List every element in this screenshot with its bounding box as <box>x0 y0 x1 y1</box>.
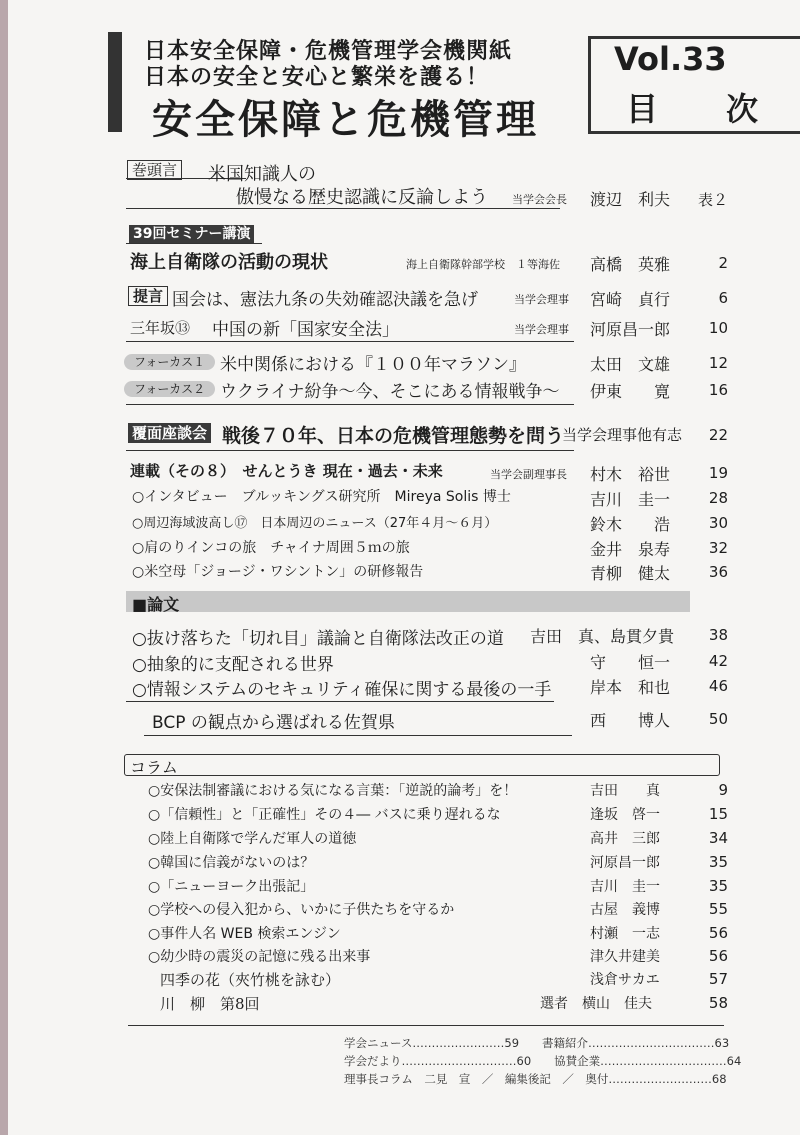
tag-focus1: フォーカス１ <box>124 354 215 370</box>
volume-number: Vol.33 <box>614 40 727 78</box>
ronbun-header-bar <box>126 591 690 612</box>
rensai-4-page: 36 <box>708 563 728 581</box>
ronbun-3-page: 50 <box>708 710 728 728</box>
journal-subtitle: 日本安全保障・危機管理学会機関紙 <box>144 39 513 64</box>
tag-focus2: フォーカス２ <box>124 381 215 397</box>
teigen-title[interactable]: 国会は、憲法九条の失効確認決議を急げ <box>172 290 478 310</box>
divider <box>144 735 572 736</box>
column-6-title[interactable]: ○事件人名 WEB 検索エンジン <box>148 926 341 942</box>
focus2-title[interactable]: ウクライナ紛争〜今、そこにある情報戦争〜 <box>220 382 560 402</box>
column-2-author: 高井 三郎 <box>590 831 660 847</box>
ronbun-0-title[interactable]: ○抜け落ちた「切れ目」議論と自衛隊法改正の道 <box>132 629 504 649</box>
ronbun-0-author: 吉田 真、島貫夕貴 <box>530 627 675 646</box>
toc-heading: 目 次 <box>626 90 777 128</box>
focus2-author: 伊東 寛 <box>590 382 671 401</box>
footer-line-3: 理事長コラム 二見 宣 ／ 編集後記 ／ 奥付………………………68 <box>344 1072 727 1086</box>
column-heading: コラム <box>130 758 178 777</box>
seminar-page: 2 <box>718 254 728 272</box>
journal-slogan: 日本の安全と安心と繁栄を護る！ <box>144 65 490 90</box>
column-9-page: 58 <box>708 994 728 1012</box>
column-0-page: 9 <box>718 781 728 799</box>
focus1-author: 太田 文雄 <box>590 355 671 374</box>
column-3-author: 河原昌一郎 <box>590 855 660 871</box>
column-9-author: 選者 横山 佳夫 <box>540 996 652 1012</box>
rensai-1-page: 28 <box>708 489 728 507</box>
rensai-3-author: 金井 泉寿 <box>590 540 671 559</box>
column-9-title[interactable]: 川 柳 第8回 <box>160 995 260 1013</box>
seminar-affil: 海上自衛隊幹部学校 １等海佐 <box>406 258 560 271</box>
ronbun-2-page: 46 <box>708 677 728 695</box>
seminar-author: 高橋 英雅 <box>590 255 671 274</box>
column-5-title[interactable]: ○学校への侵入犯から、いかに子供たちを守るか <box>148 902 455 918</box>
rensai-1-author: 吉川 圭一 <box>590 490 671 509</box>
focus2-page: 16 <box>708 381 728 399</box>
ronbun-1-page: 42 <box>708 652 728 670</box>
teigen-page: 6 <box>718 289 728 307</box>
column-2-page: 34 <box>708 829 728 847</box>
zadankai-title[interactable]: 戦後７０年、日本の危機管理態勢を問う <box>222 425 565 447</box>
zadankai-author: 当学会理事他有志 <box>562 426 683 444</box>
column-5-author: 古屋 義博 <box>590 902 660 918</box>
column-7-page: 56 <box>708 947 728 965</box>
divider <box>126 404 574 405</box>
teigen-author: 宮崎 貞行 <box>590 290 671 309</box>
column-4-author: 吉川 圭一 <box>590 879 660 895</box>
ronbun-1-author: 守 恒一 <box>590 653 671 672</box>
tag-seminar: 39回セミナー講演 <box>129 225 254 243</box>
column-5-page: 55 <box>708 900 728 918</box>
column-header-box <box>124 754 720 776</box>
kantougen-title-1[interactable]: 米国知識人の <box>208 164 316 185</box>
kantougen-author: 渡辺 利夫 <box>590 190 671 209</box>
column-8-title[interactable]: 四季の花（夾竹桃を詠む） <box>160 971 341 989</box>
footer-line-2: 学会だより…………………………60 協賛企業……………………………64 <box>344 1054 742 1068</box>
column-0-title[interactable]: ○安保法制審議における気になる言葉：「逆説的論考」を！ <box>148 783 518 799</box>
footer-divider <box>128 1025 724 1026</box>
rensai-4-author: 青柳 健太 <box>590 564 671 583</box>
rensai-2-author: 鈴木 浩 <box>590 515 671 534</box>
ronbun-heading: ■論文 <box>132 595 180 614</box>
column-8-page: 57 <box>708 970 728 988</box>
divider <box>126 243 262 244</box>
column-1-title[interactable]: ○「信頼性」と「正確性」その４― バスに乗り遅れるな <box>148 807 501 823</box>
rensai-3-title[interactable]: ○肩のりインコの旅 チャイナ周囲５ｍの旅 <box>132 540 410 556</box>
sannenzaka-affil: 当学会理事 <box>514 323 569 336</box>
divider <box>126 208 560 209</box>
tag-zadankai: 覆面座談会 <box>128 423 211 443</box>
focus1-page: 12 <box>708 354 728 372</box>
sannenzaka-author: 河原昌一郎 <box>590 320 671 339</box>
column-4-page: 35 <box>708 877 728 895</box>
teigen-affil: 当学会理事 <box>514 293 569 306</box>
rensai-4-title[interactable]: ○米空母「ジョージ・ワシントン」の研修報告 <box>132 564 424 580</box>
kantougen-page: 表２ <box>697 191 728 209</box>
ronbun-3-title[interactable]: BCP の観点から選ばれる佐賀県 <box>152 713 395 733</box>
column-1-author: 逢坂 啓一 <box>590 807 660 823</box>
kantougen-title-2[interactable]: 傲慢なる歴史認識に反論しよう <box>236 187 488 208</box>
ronbun-0-page: 38 <box>708 626 728 644</box>
column-4-title[interactable]: ○「ニューヨーク出張記」 <box>148 879 315 895</box>
rensai-2-page: 30 <box>708 514 728 532</box>
ronbun-2-title[interactable]: ○情報システムのセキュリティ確保に関する最後の一手 <box>132 680 552 700</box>
column-3-page: 35 <box>708 853 728 871</box>
column-8-author: 浅倉サカエ <box>590 972 660 988</box>
seminar-title[interactable]: 海上自衛隊の活動の現状 <box>130 252 328 273</box>
column-6-page: 56 <box>708 924 728 942</box>
column-2-title[interactable]: ○陸上自衛隊で学んだ軍人の道徳 <box>148 831 357 847</box>
kantougen-affil: 当学会会長 <box>512 193 567 206</box>
page-edge <box>0 0 8 1135</box>
ronbun-2-author: 岸本 和也 <box>590 678 671 697</box>
focus1-title[interactable]: 米中関係における『１００年マラソン』 <box>220 355 526 375</box>
column-6-author: 村瀬 一志 <box>590 926 660 942</box>
sannenzaka-series: 三年坂⑬ <box>130 319 191 337</box>
divider <box>126 450 574 451</box>
column-3-title[interactable]: ○韓国に信義がないのは？ <box>148 855 315 871</box>
column-0-author: 吉田 真 <box>590 783 660 799</box>
journal-title: 安全保障と危機管理 <box>152 97 539 143</box>
rensai-3-page: 32 <box>708 539 728 557</box>
ronbun-3-author: 西 博人 <box>590 711 671 730</box>
ronbun-1-title[interactable]: ○抽象的に支配される世界 <box>132 655 334 675</box>
header-accent-bar <box>108 32 122 132</box>
divider <box>126 701 554 702</box>
divider <box>126 341 574 342</box>
column-1-page: 15 <box>708 805 728 823</box>
sannenzaka-title[interactable]: 中国の新「国家安全法」 <box>212 320 399 340</box>
rensai-0-page: 19 <box>708 464 728 482</box>
column-7-author: 津久井建美 <box>590 949 660 965</box>
footer-line-1: 学会ニュース……………………59 書籍紹介……………………………63 <box>344 1036 730 1050</box>
rensai-1-title[interactable]: ○インタビュー ブルッキングス研究所 Mireya Solis 博士 <box>132 489 511 505</box>
tag-teigen: 提言 <box>128 286 168 306</box>
rensai-0-author: 村木 裕世 <box>590 465 671 484</box>
rensai-2-title[interactable]: ○周辺海域波高し⑰ 日本周辺のニュース（27年４月〜６月） <box>132 516 498 531</box>
sannenzaka-page: 10 <box>708 319 728 337</box>
rensai-0-affil: 当学会副理事長 <box>490 468 567 481</box>
column-7-title[interactable]: ○幼少時の震災の記憶に残る出来事 <box>148 949 371 965</box>
rensai-0-title[interactable]: 連載（その８） せんとうき 現在・過去・未来 <box>130 462 443 480</box>
zadankai-page: 22 <box>708 426 728 444</box>
tag-kantougen: 巻頭言 <box>127 160 182 180</box>
